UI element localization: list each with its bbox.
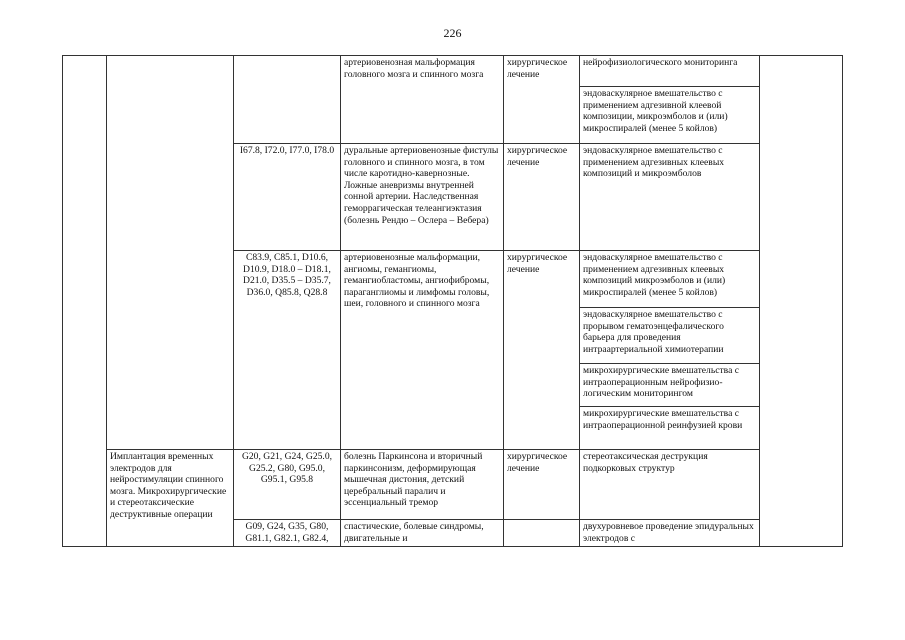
- table-cell-method: микрохирургические вмешательства с интраоперационной реинфузией крови: [583, 408, 743, 431]
- table-border-right: [842, 55, 843, 546]
- column-divider: [340, 55, 341, 546]
- row-divider: [579, 363, 759, 364]
- table-cell-method: двухуровневое проведение эпидуральных электродов с: [583, 521, 754, 544]
- row-divider: [233, 250, 759, 251]
- row-divider: [579, 86, 759, 87]
- table-cell-model: спастические, болевые синдромы, двигательные и: [344, 521, 484, 544]
- table-cell-codes: G20, G21, G24, G25.0, G25.2, G80, G95.0, G95.1, G95.8: [241, 451, 333, 486]
- table-cell-model: болезнь Паркинсона и вторичный паркинсонизм, деформирующая мышечная дистония, детский церебральный паралич и эссенциальный тремор: [344, 451, 483, 509]
- row-divider: [233, 143, 759, 144]
- table-border-bottom: [62, 546, 843, 547]
- table-cell-model: артериовенозная мальформация головного мозга и спинного мозга: [344, 57, 484, 80]
- row-divider: [579, 406, 759, 407]
- table-cell-codes: C83.9, C85.1, D10.6, D10.9, D18.0 – D18.1, D21.0, D35.5 – D35.7, D36.0, Q85.8, Q28.8: [243, 252, 331, 298]
- table-cell-codes: I67.8, I72.0, I77.0, I78.0: [239, 145, 335, 156]
- column-divider: [106, 55, 107, 546]
- table-cell-treatment: хирургическое лечение: [507, 57, 568, 80]
- table-cell-method: эндоваскулярное вмешательство с применением адгезивных клеевых композиций и микроэмболов: [583, 145, 725, 180]
- page-number: 226: [443, 26, 462, 40]
- table-border-left: [62, 55, 63, 546]
- table-cell-method: нейрофизиологического мониторинга: [583, 57, 738, 68]
- column-divider: [579, 55, 580, 546]
- column-divider: [503, 55, 504, 546]
- table-cell-treatment: хирургическое лечение: [507, 145, 568, 168]
- table-cell-method: микрохирургические вмешательства с интраоперационным нейрофизио-логическим мониторингом: [583, 365, 739, 400]
- table-cell-model: артериовенозные мальформации, ангиомы, гемангиомы, гемангиобластомы, ангиофибромы, параганглиомы и лимфомы головы, шеи, головного и спинного мозга: [344, 252, 490, 310]
- table-cell-treatment: хирургическое лечение: [507, 252, 568, 275]
- table-cell-method: эндоваскулярное вмешательство с применением адгезивных клеевых композиций микроэмболов и (или) микроспиралей (менее 5 койлов): [583, 252, 726, 298]
- table-cell-method: эндоваскулярное вмешательство с применением адгезивной клеевой композиции, микроэмболов и (или) микроспиралей (менее 5 койлов): [583, 88, 728, 134]
- table-cell-treatment: хирургическое лечение: [507, 451, 568, 474]
- table-cell-codes: G09, G24, G35, G80, G81.1, G82.1, G82.4,: [245, 521, 329, 544]
- row-divider: [106, 449, 759, 450]
- row-divider: [233, 519, 759, 520]
- table-cell-section: Имплантация временных электродов для нейростимуляции спинного мозга. Микрохирургические и стереотаксические деструктивные операции: [110, 451, 227, 520]
- table-cell-model: дуральные артериовенозные фистулы головного и спинного мозга, в том числе каротидно-кавернозные. Ложные аневризмы внутренней сонной артерии. Наследственная геморрагическая телеангиэктазия (болезнь Рендю – Ослера – Вебера): [344, 145, 499, 226]
- row-divider: [579, 307, 759, 308]
- table-cell-method: стереотаксическая деструкция подкорковых структур: [583, 451, 708, 474]
- table-border-top: [62, 55, 843, 56]
- column-divider: [759, 55, 760, 546]
- column-divider: [233, 55, 234, 546]
- table-cell-method: эндоваскулярное вмешательство с прорывом гематоэнцефалического барьера для проведения интраартериальной химиотерапии: [583, 309, 724, 355]
